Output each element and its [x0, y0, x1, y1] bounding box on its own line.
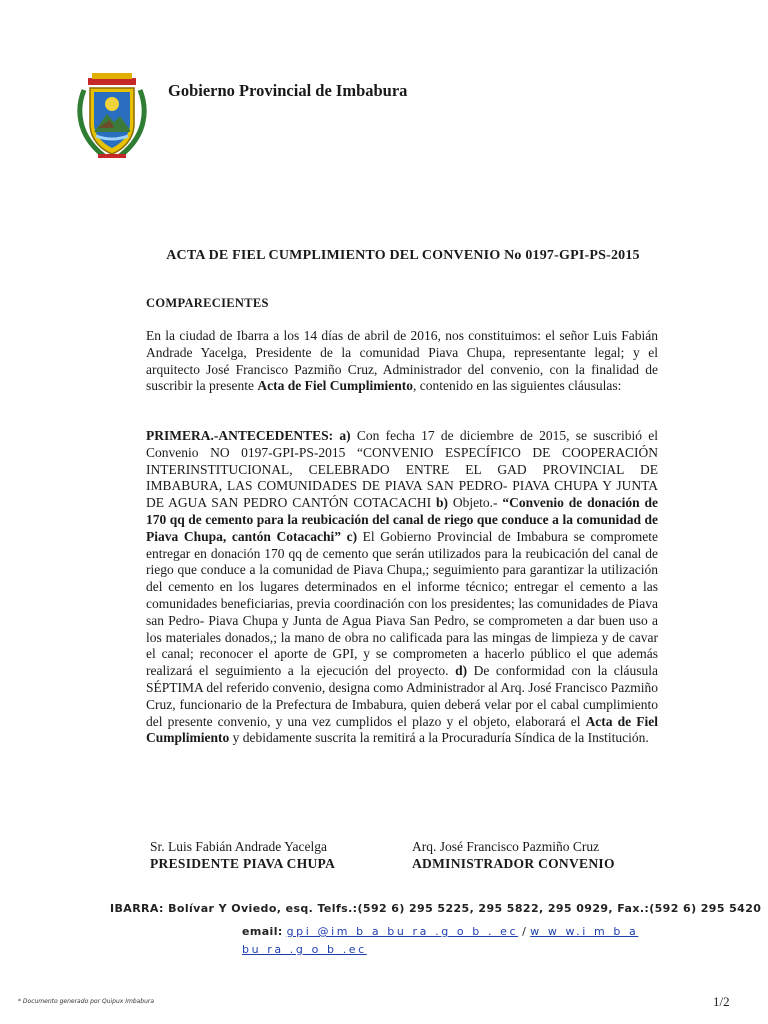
footer-address: IBARRA: Bolívar Y Oviedo, esq. Telfs.:(592 6) 295 5225, 295 5822, 295 0929, Fax.:(592 6) 295 5420 [110, 902, 762, 915]
para2-bold-acta: Acta de Fiel Cumplimiento [146, 713, 658, 746]
signer-role-administrator: ADMINISTRADOR CONVENIO [412, 856, 615, 871]
para1-bold-acta: Acta de Fiel Cumplimiento [257, 378, 413, 394]
para2-text-5: y debidamente suscrita la remitirá a la Procuraduría Síndica de la Institución. [229, 730, 649, 746]
signature-block-president [150, 838, 390, 872]
para2-text-2: Objeto.- [447, 495, 503, 511]
para2-bold-objeto: “Convenio de donación de 170 qq de cemento para la reubicación del canal de riego que conduce a la comunidad de Piava Chupa, cantón Cotacachi” c) [146, 495, 658, 544]
signature-block-administrator [412, 838, 652, 872]
page-number: 1/2 [713, 994, 730, 1009]
signer-role-president: PRESIDENTE PIAVA CHUPA [150, 856, 336, 871]
para2-text-4: De conformidad con la cláusula SÉPTIMA del referido convenio, designa como Administrador al Arq. José Francisco Pazmiño Cruz, funcionario de la Prefectura de Imbabura, quien deberá velar por el cabal cumplimiento del presente convenio, y una vez cumplidos el plazo y el objeto, elaborará el [146, 663, 658, 729]
provincial-seal-logo [74, 70, 150, 162]
document-title: ACTA DE FIEL CUMPLIMIENTO DEL CONVENIO No 0197-GPI-PS-2015 [166, 248, 640, 263]
footer-contact [242, 923, 662, 959]
para2-bold-d: d) [455, 663, 468, 679]
para2-bold-b: b) [435, 495, 448, 511]
email-label: email: [242, 925, 283, 938]
para2-heading: PRIMERA.-ANTECEDENTES: a) [146, 428, 351, 443]
website-link[interactable]: w w w.i m b a bu ra .g o b .ec [242, 925, 639, 956]
link-separator: / [522, 925, 527, 938]
signer-name-president: Sr. Luis Fabián Andrade Yacelga [150, 839, 327, 854]
generated-note: * Documento generado por Quipux Imbabura [18, 998, 155, 1005]
paragraph-antecedentes [146, 428, 658, 747]
section-heading-comparecientes: COMPARECIENTES [146, 296, 269, 310]
para1-text-1: En la ciudad de Ibarra a los 14 días de abril de 2016, nos constituimos: el señor Luis Fabián Andrade Yacelga, Presidente de la comunidad Piava Chupa, representante legal; y el arquitecto José Francisco Pazmiño Cruz, Administrador del convenio, con la finalidad de suscribir la presente [146, 328, 658, 394]
para1-text-2: , contenido en las siguientes cláusulas: [412, 378, 622, 394]
email-link[interactable]: gpi @im b a bu ra .g o b . ec [286, 925, 519, 938]
signer-name-administrator: Arq. José Francisco Pazmiño Cruz [412, 839, 600, 854]
para2-text-1: Con fecha 17 de diciembre de 2015, se suscribió el Convenio NO 0197-GPI-PS-2015 “CONVENIO ESPECÍFICO DE COOPERACIÓN INTERINSTITUCIONAL, CELEBRADO ENTRE EL GAD PROVINCIAL DE IMBABURA, LAS COMUNIDADES DE PIAVA SAN PEDRO- PIAVA CHUPA Y JUNTA DE AGUA SAN PEDRO CANTÓN COTACACHI [146, 428, 659, 511]
para2-text-3: El Gobierno Provincial de Imbabura se compromete entregar en donación 170 qq de cemento que serán utilizados para la reubicación del canal de riego que conduce a la comunidad de Piava Chupa,; seguimiento para garantizar la utilización del cemento en los lugares determinados en el informe técnico; entregar el cemento a las comunidades beneficiarias, previa coordinación con los presidentes; las comunidades de Piava san Pedro- Piava Chupa y Junta de Agua Piava San Pedro, se comprometen a dar buen uso a los materiales donados,; la mano de obra no calificada para las mingas de limpieza y de cavar el canal; reconocer el aporte de GPI, y se comprometen a hacerlo público el que además realizará el seguimiento a la ejecución del proyecto. [146, 528, 658, 679]
government-title: Gobierno Provincial de Imbabura [168, 81, 408, 100]
paragraph-comparecientes [146, 328, 658, 395]
